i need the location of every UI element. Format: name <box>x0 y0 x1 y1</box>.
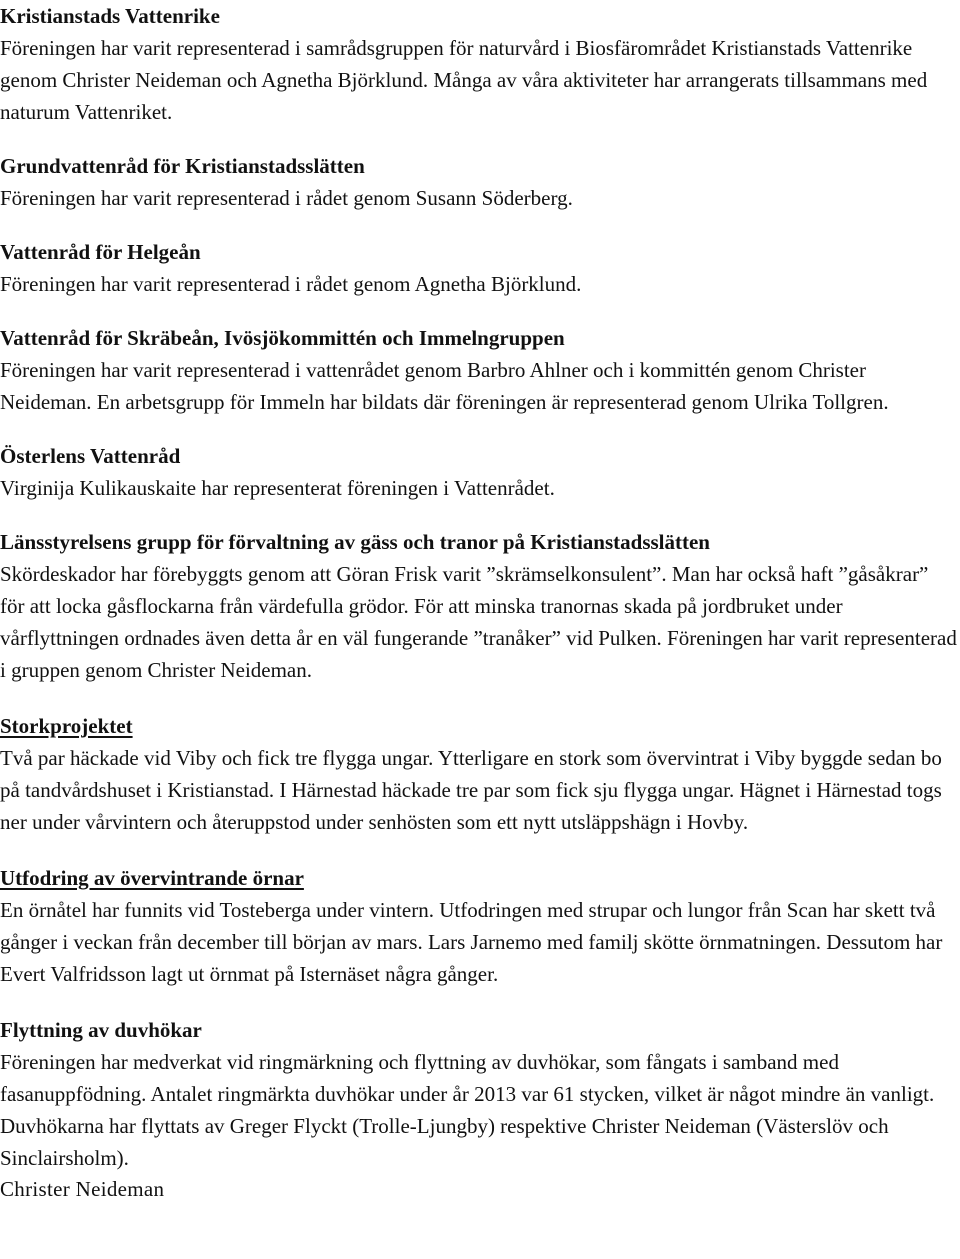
section-heading: Grundvattenråd för Kristianstadsslätten <box>0 154 365 178</box>
section-vattenrad-skrabean <box>0 322 958 418</box>
signature: Christer Neideman <box>0 1177 165 1201</box>
section-heading: Länsstyrelsens grupp för förvaltning av gäss och tranor på Kristianstadsslätten <box>0 530 710 554</box>
section-body: Föreningen har varit representerad i rådet genom Agnetha Björklund. <box>0 272 582 296</box>
section-heading: Utfodring av övervintrande örnar <box>0 866 304 890</box>
section-storkprojektet <box>0 710 958 838</box>
section-body: Föreningen har varit representerad i vattenrådet genom Barbro Ahlner och i kommittén genom Christer Neideman. En arbetsgrupp för Immeln har bildats där föreningen är representerad genom Ulrika Tollgren. <box>0 358 889 414</box>
section-vattenrad-helgean <box>0 236 958 300</box>
section-osterlens-vattenrad <box>0 440 958 504</box>
section-heading: Österlens Vattenråd <box>0 444 181 468</box>
section-heading: Vattenråd för Skräbeån, Ivösjökommittén och Immelngruppen <box>0 326 565 350</box>
section-heading: Kristianstads Vattenrike <box>0 4 220 28</box>
section-body: En örnåtel har funnits vid Tosteberga under vintern. Utfodringen med strupar och lungor från Scan har skett två gånger i veckan från december till början av mars. Lars Jarnemo med familj skötte örnmatningen. Dessutom har Evert Valfridsson lagt ut örnmat på Isternäset några gånger. <box>0 898 943 986</box>
section-flyttning-duvhokar <box>0 1014 958 1174</box>
section-body: Två par häckade vid Viby och fick tre flygga ungar. Ytterligare en stork som övervintrat i Viby byggde sedan bo på tandvårdshuset i Kristianstad. I Härnestad häckade tre par som fick sju flygga ungar. Hägnet i Härnestad togs ner under vårvintern och återuppstod under senhösten som ett nytt utsläppshägn i Hovby. <box>0 746 942 834</box>
section-kristianstads-vattenrike <box>0 0 958 128</box>
section-body: Föreningen har medverkat vid ringmärkning och flyttning av duvhökar, som fångats i samband med fasanuppfödning. Antalet ringmärkta duvhökar under år 2013 var 61 stycken, vilket är något mindre än vanligt. Duvhökarna har flyttats av Greger Flyckt (Trolle-Ljungby) respektive Christer Neideman (Västerslöv och Sinclairsholm). <box>0 1050 935 1170</box>
section-heading: Flyttning av duvhökar <box>0 1018 202 1042</box>
section-body: Föreningen har varit representerad i samrådsgruppen för naturvård i Biosfärområdet Kristianstads Vattenrike genom Christer Neideman och Agnetha Björklund. Många av våra aktiviteter har arrangerats tillsammans med naturum Vattenriket. <box>0 36 928 124</box>
section-heading: Vattenråd för Helgeån <box>0 240 201 264</box>
section-body: Virginija Kulikauskaite har representerat föreningen i Vattenrådet. <box>0 476 555 500</box>
section-body: Skördeskador har förebyggts genom att Göran Frisk varit ”skrämselkonsulent”. Man har också haft ”gåsåkrar” för att locka gåsflockarna från värdefulla grödor. För att minska tranornas skada på jordbruket under vårflyttningen ordnades även detta år en väl fungerande ”tranåker” vid Pulken. Föreningen har varit representerad i gruppen genom Christer Neideman. <box>0 562 957 682</box>
section-grundvattenrad <box>0 150 958 214</box>
section-heading: Storkprojektet <box>0 714 133 738</box>
section-body: Föreningen har varit representerad i rådet genom Susann Söderberg. <box>0 186 573 210</box>
section-utfodring-ornar <box>0 862 958 990</box>
section-lansstyrelsens-grupp <box>0 526 958 686</box>
